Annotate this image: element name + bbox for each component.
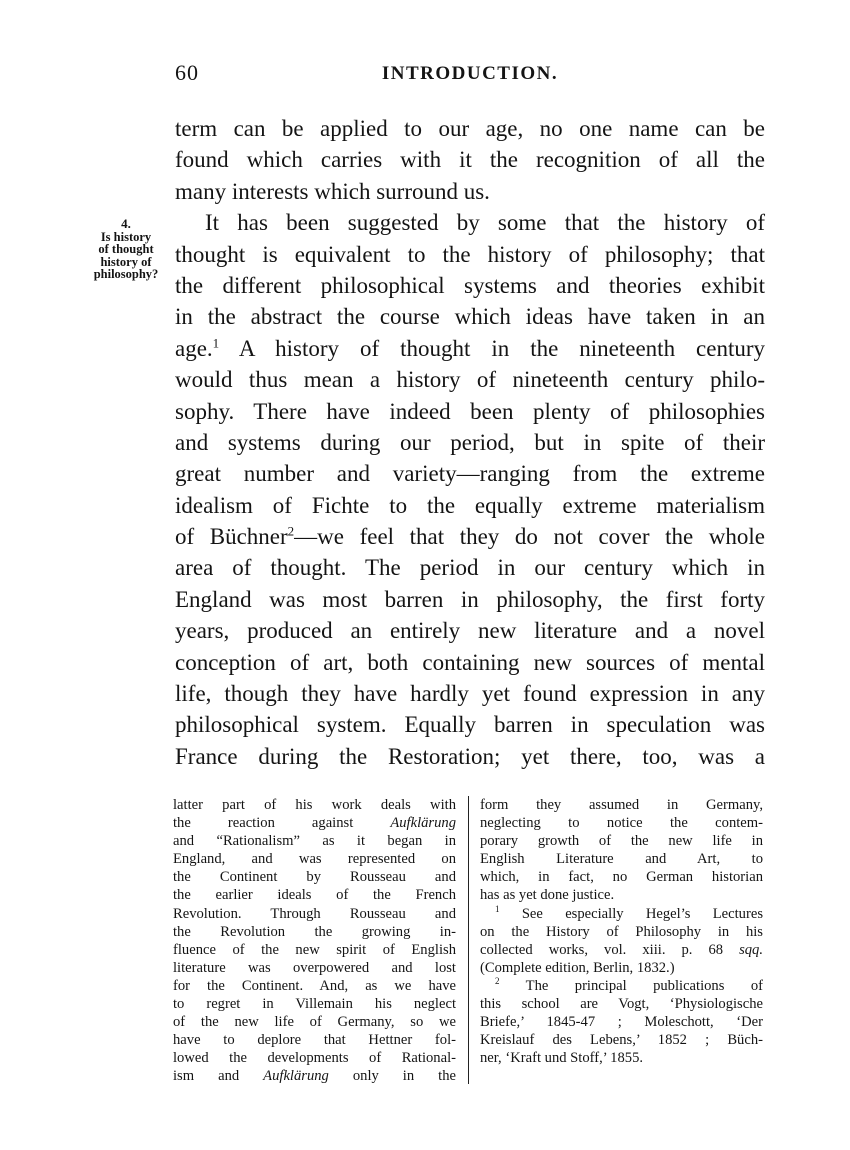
italic-term: Aufklärung bbox=[263, 1068, 329, 1085]
text-line: conception of art, both containing new sources of mental bbox=[175, 649, 765, 675]
running-title: INTRODUCTION. bbox=[381, 63, 559, 84]
footnote-line: which, in fact, no German historian bbox=[480, 869, 763, 886]
footnote-line: neglecting to notice the contem- bbox=[480, 815, 763, 832]
footnote-line: to regret in Villemain his neglect bbox=[173, 996, 456, 1013]
text-line: would thus mean a history of nineteenth century philo- bbox=[175, 367, 765, 393]
footnote-line: latter part of his work deals with bbox=[173, 797, 456, 813]
margin-note-line: history of bbox=[100, 254, 152, 269]
column-divider bbox=[468, 796, 469, 1084]
footnote-line: form they assumed in Germany, bbox=[480, 797, 763, 813]
margin-note-line: Is history bbox=[100, 229, 152, 244]
text-line bbox=[175, 521, 765, 552]
footnotes bbox=[173, 796, 765, 1096]
footnote-line: Briefe,’ 1845-47 ; Moleschott, ‘Der bbox=[480, 1014, 763, 1031]
text-fragment: collected works, vol. xiii. p. 68 bbox=[480, 941, 740, 958]
text-fragment: See especially Hegel’s Lectures bbox=[499, 905, 763, 922]
footnote-line: (Complete edition, Berlin, 1832.) bbox=[480, 959, 675, 976]
footnote-line: literature was overpowered and lost bbox=[173, 959, 456, 976]
text-line: It has been suggested by some that the history of bbox=[205, 210, 765, 236]
page-number: 60 bbox=[175, 60, 199, 85]
footnote-column-left bbox=[173, 796, 456, 1086]
footnote-ref-1: 1 bbox=[212, 335, 220, 351]
text-line: many interests which surround us. bbox=[175, 178, 490, 204]
footnote-line: for the Continent. And, as we have bbox=[173, 977, 456, 994]
text-line: found which carries with it the recognition of all the bbox=[175, 147, 765, 173]
body-text bbox=[175, 113, 765, 772]
text-fragment: ism and bbox=[173, 1068, 264, 1085]
text-line: area of thought. The period in our century which in bbox=[175, 555, 765, 581]
margin-note-line: philosophy? bbox=[93, 267, 159, 282]
footnote-marker-2: 2 bbox=[495, 976, 500, 987]
text-line: France during the Restoration; yet there, too, was a bbox=[175, 743, 765, 769]
footnote-line: this school are Vogt, ‘Physiologische bbox=[480, 996, 763, 1013]
text-line: and systems during our period, but in spite of their bbox=[175, 429, 765, 455]
text-fragment: age. bbox=[175, 335, 213, 361]
footnote-marker-1: 1 bbox=[495, 903, 500, 914]
footnote-line: Revolution. Through Rousseau and bbox=[173, 905, 456, 922]
footnote-line: of the new life of Germany, so we bbox=[173, 1014, 456, 1031]
footnote-line bbox=[480, 941, 763, 959]
margin-note bbox=[80, 218, 172, 281]
text-fragment: of Büchner bbox=[175, 524, 288, 550]
text-line: years, produced an entirely new literature and a novel bbox=[175, 618, 765, 644]
text-fragment: —we feel that they do not cover the whole bbox=[294, 524, 765, 550]
text-line: the different philosophical systems and theories exhibit bbox=[175, 272, 765, 298]
text-line: England was most barren in philosophy, the first forty bbox=[175, 586, 765, 612]
footnote-line: and “Rationalism” as it began in bbox=[173, 833, 456, 850]
footnote-line: fluence of the new spirit of English bbox=[173, 941, 456, 958]
text-line: great number and variety—ranging from the extreme bbox=[175, 461, 765, 487]
text-line: life, though they have hardly yet found expression in any bbox=[175, 681, 765, 707]
footnote-line: the Revolution the growing in- bbox=[173, 923, 456, 940]
text-line: sophy. There have indeed been plenty of philosophies bbox=[175, 398, 765, 424]
text-fragment: The principal publications of bbox=[499, 977, 763, 994]
footnote-line: English Literature and Art, to bbox=[480, 851, 763, 868]
text-fragment: the reaction against bbox=[173, 815, 391, 832]
footnote-2 bbox=[480, 977, 763, 995]
footnote-line: on the History of Philosophy in his bbox=[480, 923, 763, 940]
footnote-line: porary growth of the new life in bbox=[480, 833, 763, 850]
footnote-1 bbox=[480, 905, 763, 923]
margin-note-number: 4. bbox=[121, 216, 131, 231]
footnote-line: ner, ‘Kraft und Stoff,’ 1855. bbox=[480, 1050, 644, 1067]
footnote-line: lowed the developments of Rational- bbox=[173, 1050, 456, 1067]
text-line: in the abstract the course which ideas have taken in an bbox=[175, 304, 765, 330]
text-line: philosophical system. Equally barren in speculation was bbox=[175, 712, 765, 738]
footnote-line: has as yet done justice. bbox=[480, 887, 615, 904]
footnote-line: the earlier ideals of the French bbox=[173, 887, 456, 904]
footnote-line: Kreislauf des Lebens,’ 1852 ; Büch- bbox=[480, 1032, 763, 1049]
footnote-ref-2: 2 bbox=[287, 523, 295, 539]
text-line: thought is equivalent to the history of philosophy; that bbox=[175, 241, 765, 267]
footnote-line bbox=[173, 814, 456, 832]
text-fragment: only in the bbox=[328, 1068, 456, 1085]
margin-note-line: of thought bbox=[98, 242, 154, 257]
footnote-line: have to deplore that Hettner fol- bbox=[173, 1032, 456, 1049]
footnote-column-right bbox=[480, 796, 763, 1067]
text-line bbox=[175, 333, 765, 364]
page-header bbox=[175, 60, 765, 90]
footnote-line bbox=[173, 1067, 456, 1085]
italic-term: Aufklärung bbox=[390, 815, 456, 832]
text-fragment: A history of thought in the nineteenth century bbox=[219, 335, 765, 361]
footnote-line: the Continent by Rousseau and bbox=[173, 869, 456, 886]
text-line: term can be applied to our age, no one name can be bbox=[175, 116, 765, 141]
text-line: idealism of Fichte to the equally extreme materialism bbox=[175, 492, 765, 518]
italic-abbrev: sqq. bbox=[739, 941, 763, 958]
footnote-line: England, and was represented on bbox=[173, 851, 456, 868]
